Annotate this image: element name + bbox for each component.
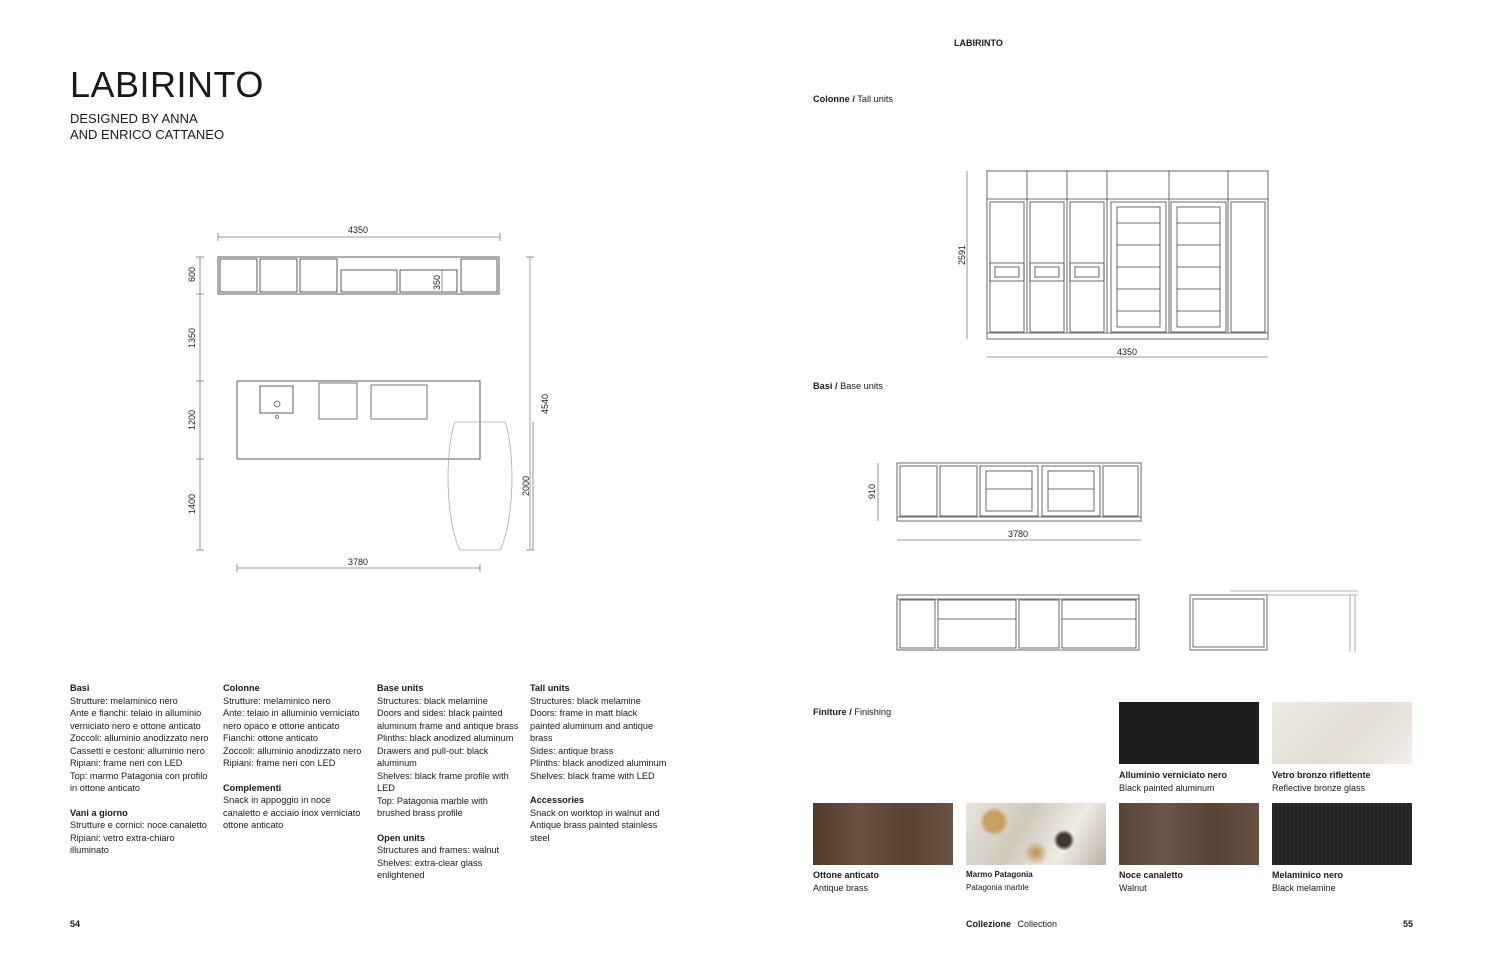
swatch-black-painted-aluminum bbox=[1119, 702, 1259, 764]
swatch-walnut bbox=[1119, 803, 1259, 865]
spec-column-tall-units bbox=[530, 682, 678, 844]
section-label-sep: / bbox=[852, 94, 855, 104]
swatch-name-it: Alluminio verniciato nero bbox=[1119, 770, 1228, 780]
tall-width-label: 4350 bbox=[1117, 347, 1138, 357]
spec-heading: Accessories bbox=[530, 795, 585, 805]
island-elevations bbox=[890, 585, 1370, 660]
spec-line: Snack on worktop in walnut and bbox=[530, 807, 660, 818]
spec-line: Strutture: melaminico nero bbox=[223, 695, 331, 706]
spec-column-base-units bbox=[377, 682, 525, 882]
spec-line: Ante: telaio in alluminio verniciato bbox=[223, 708, 360, 718]
spec-line: verniciato nero e ottone anticato bbox=[70, 720, 201, 731]
dim-top-width: 4350 bbox=[348, 225, 369, 235]
designer-credit bbox=[70, 111, 224, 143]
collection-footer-en: Collection bbox=[1017, 919, 1058, 929]
section-label-it: Basi bbox=[813, 381, 833, 391]
spec-line: Plinths: black anodized aluminum bbox=[530, 758, 667, 768]
swatch-name-en: Black painted aluminum bbox=[1119, 782, 1215, 793]
spec-line: Top: marmo Patagonia con profilo bbox=[70, 770, 208, 781]
spec-line: Top: Patagonia marble with bbox=[377, 795, 488, 806]
swatch-caption bbox=[1272, 769, 1422, 794]
dim-island-width: 3780 bbox=[348, 557, 369, 567]
tall-height-label: 2591 bbox=[957, 244, 967, 265]
swatch-antique-brass bbox=[813, 803, 953, 865]
spec-line: Ante e fianchi: telaio in alluminio bbox=[70, 708, 202, 718]
spec-line: Structures: black melamine bbox=[377, 695, 488, 706]
swatch-caption bbox=[1119, 769, 1269, 794]
spec-line: Fianchi: ottone anticato bbox=[223, 733, 318, 743]
spec-line: ottone anticato bbox=[223, 820, 284, 830]
spec-line: nero opaco e ottone anticato bbox=[223, 720, 340, 731]
spec-line: Ripiani: vetro extra-chiaro bbox=[70, 832, 175, 843]
spec-line: Shelves: black frame with LED bbox=[530, 770, 655, 781]
base-width-label: 3780 bbox=[1008, 529, 1029, 539]
section-label-en: Finishing bbox=[854, 707, 892, 717]
spec-line: Shelves: extra-clear glass bbox=[377, 857, 483, 868]
spec-line: Doors: frame in matt black bbox=[530, 708, 638, 718]
spec-line: Structures and frames: walnut bbox=[377, 845, 500, 855]
spec-heading: Complementi bbox=[223, 782, 282, 793]
swatch-caption bbox=[1272, 869, 1422, 894]
spec-line: aluminum frame and antique brass bbox=[377, 720, 519, 731]
spec-line: steel bbox=[530, 832, 550, 843]
dim-inner-depth: 350 bbox=[432, 274, 442, 290]
designer-credit-line-2: AND ENRICO CATTANEO bbox=[70, 127, 225, 142]
spec-heading: Open units bbox=[377, 832, 425, 843]
dim-total-depth: 4540 bbox=[540, 393, 550, 414]
swatch-name-it: Noce canaletto bbox=[1119, 870, 1184, 880]
spec-line: Shelves: black frame profile with bbox=[377, 770, 509, 781]
spec-heading: Tall units bbox=[530, 683, 570, 693]
spec-line: Plinths: black anodized aluminum bbox=[377, 733, 514, 743]
spec-line: enlightened bbox=[377, 870, 425, 880]
swatch-name-en: Antique brass bbox=[813, 882, 869, 893]
section-label-it: Colonne bbox=[813, 94, 850, 104]
spec-line: Sides: antique brass bbox=[530, 745, 614, 756]
spec-column-basi bbox=[70, 682, 218, 857]
dim-table-length: 2000 bbox=[521, 475, 531, 496]
swatch-name-en: Reflective bronze glass bbox=[1272, 782, 1366, 793]
spec-line: illuminato bbox=[70, 845, 109, 855]
spec-line: Cassetti e cestoni: alluminio nero bbox=[70, 745, 205, 756]
dim-island-depth: 1200 bbox=[187, 409, 197, 430]
spec-line: Snack in appoggio in noce bbox=[223, 795, 331, 805]
spec-heading: Base units bbox=[377, 683, 424, 693]
section-label-finiture bbox=[813, 707, 891, 717]
spec-line: Structures: black melamine bbox=[530, 695, 641, 706]
swatch-name-it: Ottone anticato bbox=[813, 870, 880, 880]
spec-line: Zoccoli: alluminio anodizzato nero bbox=[223, 745, 362, 756]
dim-gap-2: 1400 bbox=[187, 493, 197, 514]
swatch-black-melamine bbox=[1272, 803, 1412, 865]
section-label-en: Tall units bbox=[857, 94, 894, 104]
tall-units-elevation bbox=[950, 165, 1280, 360]
designer-credit-line-1: DESIGNED BY ANNA bbox=[70, 111, 198, 126]
spec-line: Doors and sides: black painted bbox=[377, 708, 503, 718]
base-units-elevation bbox=[860, 455, 1160, 545]
swatch-name-it: Marmo Patagonia bbox=[966, 870, 1033, 879]
spec-line: canaletto e acciaio inox verniciato bbox=[223, 807, 361, 818]
header-label: LABIRINTO bbox=[954, 38, 1003, 48]
swatch-reflective-bronze-glass bbox=[1272, 702, 1412, 764]
base-height-label: 910 bbox=[867, 483, 877, 499]
section-label-basi bbox=[813, 381, 883, 391]
spec-line: Drawers and pull-out: black bbox=[377, 745, 489, 756]
spec-heading: Basi bbox=[70, 683, 90, 693]
dim-upper-depth: 600 bbox=[187, 266, 197, 282]
kitchen-plan-drawing bbox=[180, 220, 570, 580]
swatch-name-it: Vetro bronzo riflettente bbox=[1272, 770, 1371, 780]
spec-line: brushed brass profile bbox=[377, 808, 463, 818]
spec-line: brass bbox=[530, 733, 553, 743]
swatch-name-en: Black melamine bbox=[1272, 882, 1336, 893]
section-label-it: Finiture bbox=[813, 707, 847, 717]
collection-footer-it: Collezione bbox=[966, 919, 1012, 929]
dim-gap-1: 1350 bbox=[187, 327, 197, 348]
swatch-caption bbox=[1119, 869, 1269, 894]
swatch-name-it: Melaminico nero bbox=[1272, 870, 1344, 880]
page-number-left: 54 bbox=[70, 919, 81, 929]
section-label-sep: / bbox=[834, 381, 838, 391]
spec-line: Antique brass painted stainless bbox=[530, 820, 658, 830]
spec-heading: Colonne bbox=[223, 683, 260, 693]
spec-column-colonne bbox=[223, 682, 371, 832]
spec-line: Ripiani: frame neri con LED bbox=[223, 758, 336, 768]
swatch-patagonia-marble bbox=[966, 803, 1106, 865]
swatch-caption bbox=[813, 869, 963, 894]
swatch-name-en: Patagonia marble bbox=[966, 882, 1029, 892]
collection-footer bbox=[966, 919, 1057, 929]
spec-heading: Vani a giorno bbox=[70, 807, 128, 818]
spec-line: aluminum bbox=[377, 758, 417, 768]
section-label-sep: / bbox=[849, 707, 852, 717]
section-label-en: Base units bbox=[840, 381, 884, 391]
spec-line: LED bbox=[377, 783, 395, 793]
spec-line: Zoccoli: alluminio anodizzato nero bbox=[70, 733, 209, 743]
section-label-colonne bbox=[813, 94, 893, 104]
spec-line: Strutture: melaminico nero bbox=[70, 695, 178, 706]
spec-line: Strutture e cornici: noce canaletto bbox=[70, 820, 207, 830]
page-title: LABIRINTO bbox=[70, 64, 264, 105]
page-number-right: 55 bbox=[1403, 919, 1414, 929]
spec-line: painted aluminum and antique bbox=[530, 720, 654, 731]
spec-line: Ripiani: frame neri con LED bbox=[70, 758, 183, 768]
swatch-caption bbox=[966, 869, 1116, 894]
swatch-name-en: Walnut bbox=[1119, 882, 1147, 893]
spec-line: in ottone anticato bbox=[70, 783, 140, 793]
